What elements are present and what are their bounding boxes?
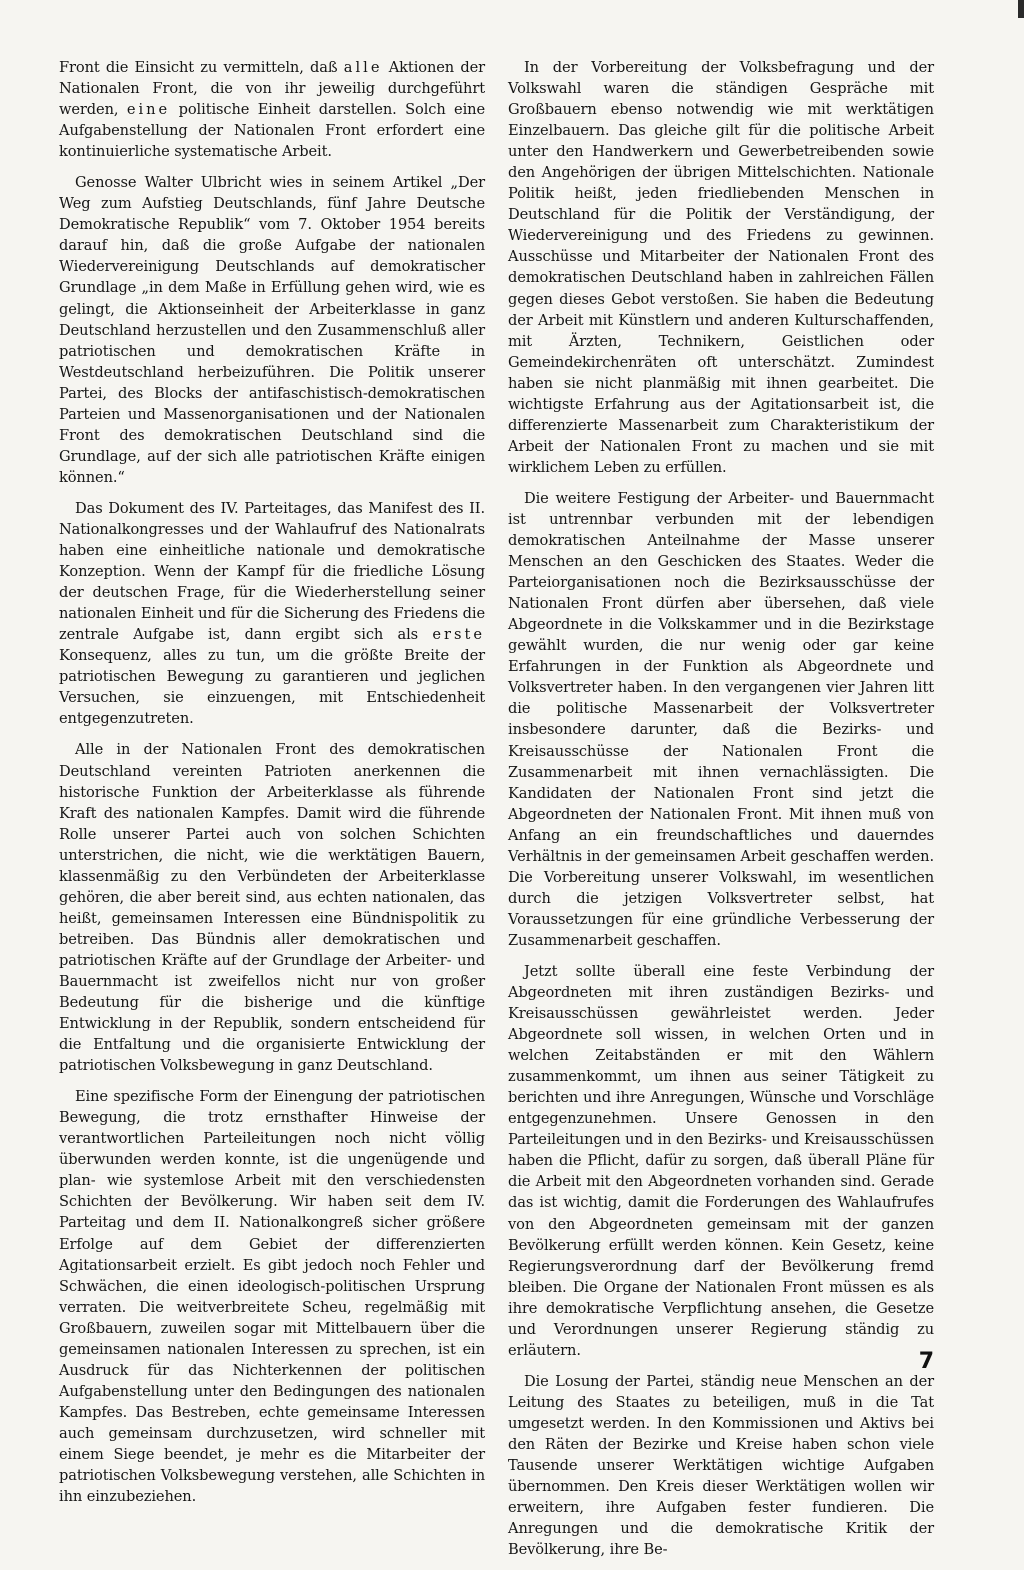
emphasis-spaced: erste [432,626,485,644]
scan-edge-mark [1018,0,1024,18]
emphasis-spaced: alle [343,59,383,76]
left-column [59,57,485,1517]
paragraph: Die Losung der Partei, ständig neue Menschen an der Leitung des Staates zu beteiligen, muß in die Tat umgesetzt werden. In den Kommissionen und Aktivs bei den Räten der Bezirke und Kreise haben schon viele Tausende unserer Werktätigen wichtige Aufgaben übernommen. Den Kreis dieser Werktätigen wollen wir erweitern, ihre Aufgaben fester fundieren. Die Anregungen und die demokratische Kritik der Bevölkerung, ihre Be- [508,1372,934,1559]
right-column [508,57,934,1570]
paragraph: Eine spezifische Form der Einengung der patriotischen Bewegung, die trotz ernsthafter Hinweise der verantwortlichen Parteileitungen noch nicht völlig überwunden werden konnte, ist die ungenügende und plan- wie systemlose Arbeit mit den verschiedensten Schichten der Bevölkerung. Wir haben seit dem IV. Parteitag und dem II. Nationalkongreß sicher größere Erfolge auf dem Gebiet der differenzierten Agitationsarbeit erzielt. Es gibt jedoch noch Fehler und Schwächen, die einen ideologisch-politischen Ursprung verraten. Die weitverbreitete Scheu, regelmäßig mit Großbauern, zuweilen sogar mit Mittelbauern über die gemeinsamen nationalen Interessen zu sprechen, ist ein Ausdruck für das Nichterkennen der politischen Aufgabenstellung unter den Bedingungen des nationalen Kampfes. Das Bestreben, echte gemeinsame Interessen auch gemeinsam durchzusetzen, wird schneller mit einem Siege beendet, je mehr es die Mitarbeiter der patriotischen Volksbewegung verstehen, alle Schichten in ihn einzubeziehen. [59,1088,485,1506]
paragraph: Das Dokument des IV. Parteitages, das Manifest des II. Nationalkongresses und der Wahlaufruf des Nationalrats haben eine einheitliche nationale und demokratische Konzeption. Wenn der Kampf für die friedliche Lösung der deutschen Frage, für die Wiederherstellung seiner nationalen Einheit und für die Sicherung des Friedens die zentrale Aufgabe ist, dann ergibt sich als erste Konsequenz, alles zu tun, um die größte Breite der patriotischen Bewegung zu garantieren und jeglichen Versuchen, sie einzuengen, mit Entschiedenheit entgegenzutreten. [59,499,485,728]
paragraph: Genosse Walter Ulbricht wies in seinem Artikel „Der Weg zum Aufstieg Deutschlands, fünf Jahre Deutsche Demokratische Republik“ vom 7. Oktober 1954 bereits darauf hin, daß die große Aufgabe der nationalen Wiedervereinigung Deutschlands auf demokratischer Grundlage „in dem Maße in Erfüllung gehen wird, wie es gelingt, die Aktionseinheit der Arbeiterklasse in ganz Deutschland herzustellen und den Zusammenschluß aller patriotischen und demokratischen Kräfte in Westdeutschland herbeizuführen. Die Politik unserer Partei, des Blocks der antifaschistisch-demokratischen Parteien und Massenorganisationen und der Nationalen Front des demokratischen Deutschland sind die Grundlage, auf der sich alle patriotischen Kräfte einigen können.“ [59,174,485,486]
page-number: 7 [918,1349,934,1374]
paragraph: In der Vorbereitung der Volksbefragung und der Volkswahl waren die ständigen Gespräche mit Großbauern ebenso notwendig wie mit werktätigen Einzelbauern. Das gleiche gilt für die politische Arbeit unter den Handwerkern und Gewerbetreibenden sowie den Angehörigen der übrigen Mittelschichten. Nationale Politik heißt, jeden friedliebenden Menschen in Deutschland für die Politik der Verständigung, der Wiedervereinigung und des Friedens zu gewinnen. Ausschüsse und Mitarbeiter der Nationalen Front des demokratischen Deutschland haben in zahlreichen Fällen gegen dieses Gebot verstoßen. Sie haben die Bedeutung der Arbeit mit Künstlern und anderen Kulturschaffenden, mit Ärzten, Technikern, Geistlichen oder Gemeindekirchenräten oft unterschätzt. Zumindest haben sie nicht planmäßig mit ihnen gearbeitet. Die wichtigste Erfahrung aus der Agitationsarbeit ist, die differenzierte Massenarbeit zum Charakteristikum der Arbeit der Nationalen Front zu machen und sie mit wirklichem Leben zu erfüllen. [508,59,934,476]
paragraph: Jetzt sollte überall eine feste Verbindung der Abgeordneten mit ihren zuständigen Bezirks- und Kreisausschüssen gewährleistet werden. Jeder Abgeordnete soll wissen, in welchen Orten und in welchen Zeitabständen er mit den Wählern zusammenkommt, um ihnen aus seiner Tätigkeit zu berichten und ihre Anregungen, Wünsche und Vorschläge entgegenzunehmen. Unsere Genossen in den Parteileitungen und in den Bezirks- und Kreisausschüssen haben die Pflicht, dafür zu sorgen, daß überall Pläne für die Arbeit mit den Abgeordneten vorhanden sind. Gerade das ist wichtig, damit die Forderungen des Wahlaufrufes von den Abgeordneten gemeinsam mit der ganzen Bevölkerung erfüllt werden können. Kein Gesetz, keine Regierungsverordnung darf der Bevölkerung fremd bleiben. Die Organe der Nationalen Front müssen es als ihre demokratische Verpflichtung ansehen, die Gesetze und Verordnungen unserer Regierung ständig zu erläutern. [508,962,934,1359]
emphasis-spaced: eine [126,101,171,119]
paragraph: Front die Einsicht zu vermitteln, daß alle Aktionen der Nationalen Front, die von ihr jeweilig durchgeführt werden, eine politische Einheit darstellen. Solch eine Aufgabenstellung der Nationalen Front erfordert eine kontinuierliche systematische Arbeit. [59,59,486,161]
paragraph: Die weitere Festigung der Arbeiter- und Bauernmacht ist untrennbar verbunden mit der lebendigen demokratischen Anteilnahme der Masse unserer Menschen an den Geschicken des Staates. Weder die Parteiorganisationen noch die Bezirksausschüsse der Nationalen Front dürfen aber übersehen, daß viele Abgeordnete in die Volkskammer und in die Bezirkstage gewählt wurden, die nur wenig oder gar keine Erfahrungen in der Funktion als Abgeordnete und Volksvertreter haben. In den vergangenen vier Jahren litt die politische Massenarbeit der Volksvertreter insbesondere darunter, daß die Bezirks- und Kreisausschüsse der Nationalen Front die Zusammenarbeit mit ihnen vernachlässigten. Die Kandidaten der Nationalen Front sind jetzt die Abgeordneten der Nationalen Front. Mit ihnen muß von Anfang an ein freundschaftliches und dauerndes Verhältnis in der gemeinsamen Arbeit geschaffen werden. Die Vorbereitung unserer Volkswahl, im wesentlichen durch die jetzigen Volksvertreter selbst, hat Voraussetzungen für eine gründliche Verbesserung der Zusammenarbeit geschaffen. [508,489,934,949]
paragraph: Alle in der Nationalen Front des demokratischen Deutschland vereinten Patrioten anerkennen die historische Funktion der Arbeiterklasse als führende Kraft des nationalen Kampfes. Damit wird die führende Rolle unserer Partei auch von solchen Schichten unterstrichen, die nicht, wie die werktätigen Bauern, klassenmäßig zu den Verbündeten der Arbeiterklasse gehören, die aber bereit sind, aus echten nationalen, das heißt, gemeinsamen Interessen eine Bündnispolitik zu betreiben. Das Bündnis aller demokratischen und patriotischen Kräfte auf der Grundlage der Arbeiter- und Bauernmacht ist zweifellos nicht nur von großer Bedeutung für die bisherige und die künftige Entwicklung in der Republik, sondern entscheidend für die Entfaltung und die organisierte Entwicklung der patriotischen Volksbewegung in ganz Deutschland. [59,741,485,1075]
